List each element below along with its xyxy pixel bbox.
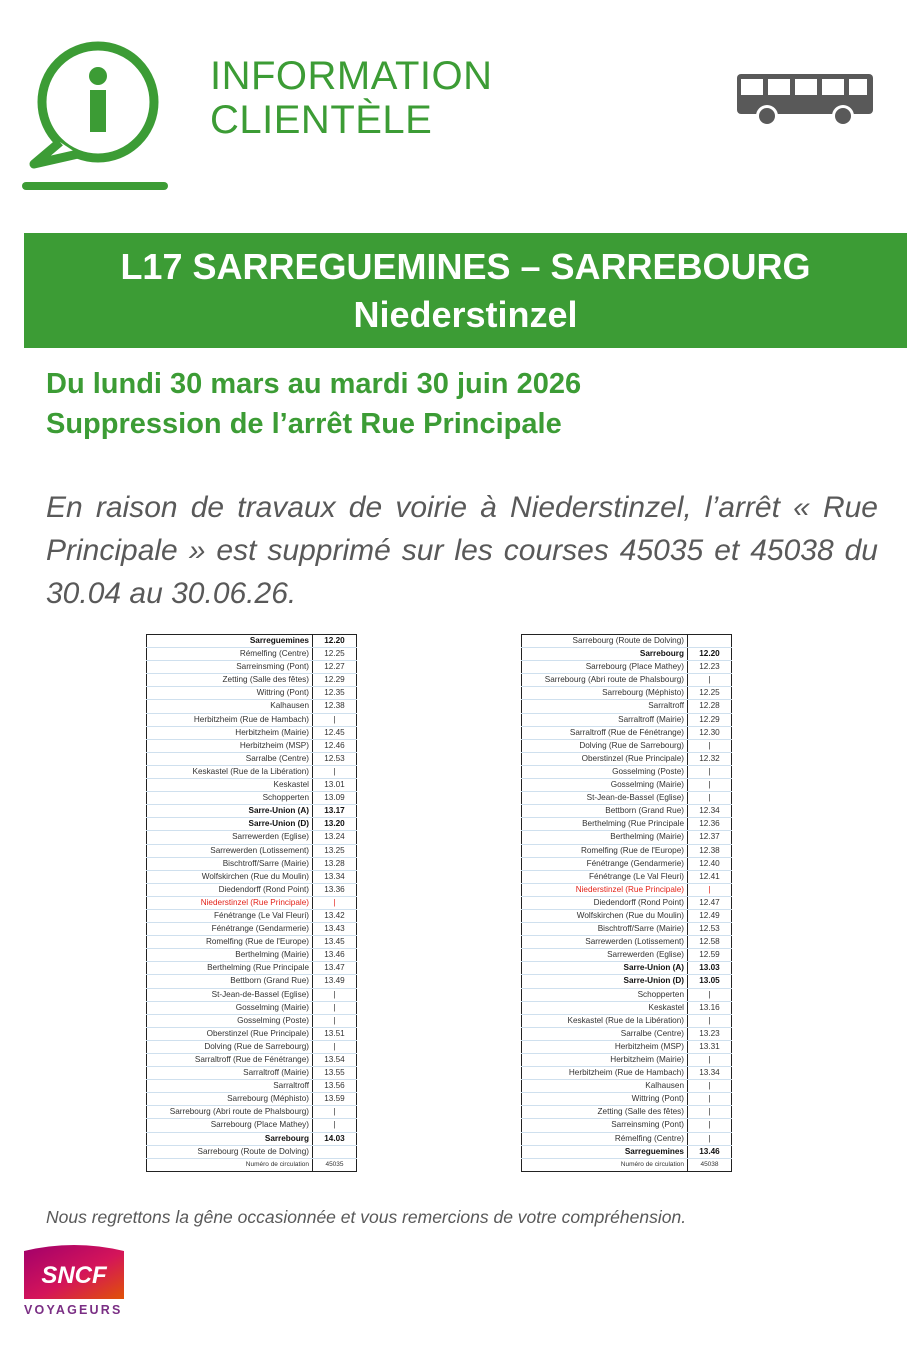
timetable-row	[522, 687, 732, 700]
stop-name: Romelfing (Rue de l'Europe)	[147, 936, 313, 949]
stop-name: Romelfing (Rue de l'Europe)	[522, 844, 688, 857]
stop-name: St-Jean-de-Bassel (Eglise)	[147, 988, 313, 1001]
timetable-body	[147, 635, 357, 1172]
stop-time: |	[313, 1040, 357, 1053]
stop-time: 12.25	[313, 648, 357, 661]
stop-name: Wolfskirchen (Rue du Moulin)	[147, 870, 313, 883]
stop-name: Herbitzheim (Mairie)	[522, 1054, 688, 1067]
stop-name: Berthelming (Rue Principale	[147, 962, 313, 975]
timetable-row	[147, 870, 357, 883]
stop-name: Schopperten	[147, 792, 313, 805]
timetable-row	[147, 635, 357, 648]
stop-time: 13.51	[313, 1027, 357, 1040]
circulation-label: Numéro de circulation	[522, 1158, 688, 1171]
timetable-row	[147, 936, 357, 949]
timetable-row	[522, 779, 732, 792]
stop-name: Sarrebourg	[147, 1132, 313, 1145]
stop-time: |	[313, 1001, 357, 1014]
stop-time: 12.38	[688, 844, 732, 857]
stop-name: Kalhausen	[522, 1080, 688, 1093]
stop-name: Bischtroff/Sarre (Mairie)	[522, 923, 688, 936]
stop-time: 13.03	[688, 962, 732, 975]
timetable-row	[522, 1054, 732, 1067]
stop-name: Sarrebourg (Méphisto)	[147, 1093, 313, 1106]
period-info	[46, 364, 581, 444]
stop-name: Sarreguemines	[147, 635, 313, 648]
stop-time: |	[313, 896, 357, 909]
stop-name: Sarreguemines	[522, 1145, 688, 1158]
stop-time: 13.46	[313, 949, 357, 962]
stop-time: 12.59	[688, 949, 732, 962]
timetable-row	[522, 752, 732, 765]
stop-name: Sarre-Union (D)	[522, 975, 688, 988]
stop-name: Diedendorff (Rond Point)	[522, 896, 688, 909]
timetable-row	[147, 1093, 357, 1106]
header-title	[210, 54, 493, 142]
stop-time: 13.20	[313, 818, 357, 831]
timetable-row	[147, 792, 357, 805]
stop-name: Diedendorff (Rond Point)	[147, 883, 313, 896]
stop-name: Gosselming (Mairie)	[522, 779, 688, 792]
stop-time: 12.29	[688, 713, 732, 726]
timetable-row	[147, 739, 357, 752]
circulation-number: 45035	[313, 1158, 357, 1171]
timetable-row	[147, 674, 357, 687]
svg-text:SNCF: SNCF	[41, 1262, 107, 1289]
timetable-body	[522, 635, 732, 1172]
stop-time: 12.29	[313, 674, 357, 687]
stop-time: 12.20	[313, 635, 357, 648]
stop-time: 13.55	[313, 1067, 357, 1080]
timetable-row	[147, 949, 357, 962]
stop-name: Sarrewerden (Eglise)	[147, 831, 313, 844]
stop-name: Kalhausen	[147, 700, 313, 713]
stop-name: Herbitzheim (Mairie)	[147, 726, 313, 739]
stop-name: Sarre-Union (A)	[147, 805, 313, 818]
stop-name: Wolfskirchen (Rue du Moulin)	[522, 909, 688, 922]
stop-name: Zetting (Salle des fêtes)	[522, 1106, 688, 1119]
timetable-row	[522, 896, 732, 909]
stop-name: Berthelming (Mairie)	[522, 831, 688, 844]
timetable-row	[147, 857, 357, 870]
header-title-line1: INFORMATION	[210, 54, 493, 98]
timetable-row	[522, 883, 732, 896]
stop-name: Rémelfing (Centre)	[522, 1132, 688, 1145]
stop-time: 12.34	[688, 805, 732, 818]
timetable-row	[522, 635, 732, 648]
stop-name: Sarreinsming (Pont)	[147, 661, 313, 674]
stop-time	[313, 1145, 357, 1158]
timetable-row	[522, 805, 732, 818]
stop-time: 12.45	[313, 726, 357, 739]
timetable-row	[522, 1132, 732, 1145]
stop-time: |	[688, 1106, 732, 1119]
timetable-row	[522, 1027, 732, 1040]
stop-name: Gosselming (Poste)	[147, 1014, 313, 1027]
timetable-row	[522, 975, 732, 988]
timetable-row	[522, 818, 732, 831]
stop-name: Herbitzheim (Rue de Hambach)	[147, 713, 313, 726]
stop-name: Herbitzheim (MSP)	[522, 1040, 688, 1053]
stop-name: Dolving (Rue de Sarrebourg)	[147, 1040, 313, 1053]
timetable-row	[522, 1093, 732, 1106]
timetable-row	[522, 661, 732, 674]
stop-time: 12.23	[688, 661, 732, 674]
stop-name: Sarraltroff (Mairie)	[147, 1067, 313, 1080]
stop-time: 12.30	[688, 726, 732, 739]
info-speech-bubble-icon	[20, 30, 175, 195]
timetable-row	[147, 896, 357, 909]
timetable-row	[147, 1027, 357, 1040]
timetable-row	[522, 1067, 732, 1080]
timetable-row	[522, 988, 732, 1001]
stop-time: 12.37	[688, 831, 732, 844]
timetable-row	[147, 923, 357, 936]
stop-time: 12.32	[688, 752, 732, 765]
timetable-row	[147, 752, 357, 765]
timetable-row	[522, 949, 732, 962]
timetable-row	[522, 831, 732, 844]
timetable-row	[147, 1014, 357, 1027]
circulation-number: 45038	[688, 1158, 732, 1171]
banner-location: Niederstinzel	[353, 294, 578, 335]
timetable-row	[147, 779, 357, 792]
notice-text: En raison de travaux de voirie à Niederstinzel, l’arrêt « Rue Principale » est supprimé sur les courses 45035 et 45038 du 30.04 au 30.06.26.	[46, 491, 878, 610]
timetable-row	[147, 1067, 357, 1080]
stop-time: |	[688, 739, 732, 752]
timetable-row	[522, 726, 732, 739]
timetable-row	[522, 909, 732, 922]
timetable-row	[522, 739, 732, 752]
stop-name: Niederstinzel (Rue Principale)	[147, 896, 313, 909]
timetable-row	[522, 936, 732, 949]
stop-time: |	[688, 765, 732, 778]
stop-time: 12.25	[688, 687, 732, 700]
timetable-row	[522, 700, 732, 713]
stop-time: 13.25	[313, 844, 357, 857]
stop-time: 14.03	[313, 1132, 357, 1145]
stop-time: 13.34	[313, 870, 357, 883]
stop-name: Fénétrange (Gendarmerie)	[522, 857, 688, 870]
stop-time: 12.27	[313, 661, 357, 674]
bus-icon	[735, 70, 877, 130]
header-title-line2: CLIENTÈLE	[210, 98, 433, 142]
stop-name: Sarreinsming (Pont)	[522, 1119, 688, 1132]
stop-name: Wittring (Pont)	[147, 687, 313, 700]
stop-name: Sarrebourg (Route de Dolving)	[147, 1145, 313, 1158]
timetable-row	[147, 1119, 357, 1132]
stop-name: Sarrebourg (Abri route de Phalsbourg)	[147, 1106, 313, 1119]
timetable-row	[147, 818, 357, 831]
stop-time: 13.36	[313, 883, 357, 896]
timetable-footer	[522, 1158, 732, 1171]
stop-name: Sarrebourg (Méphisto)	[522, 687, 688, 700]
stop-time: |	[688, 1132, 732, 1145]
stop-time: 13.01	[313, 779, 357, 792]
stop-time: |	[313, 765, 357, 778]
stop-name: Rémelfing (Centre)	[147, 648, 313, 661]
timetable-row	[522, 1106, 732, 1119]
timetable-row	[522, 870, 732, 883]
stop-time: 13.24	[313, 831, 357, 844]
timetable-row	[522, 923, 732, 936]
stop-name: Sarralbe (Centre)	[147, 752, 313, 765]
stop-name: Sarraltroff (Mairie)	[522, 713, 688, 726]
timetable-row	[522, 1119, 732, 1132]
stop-time: 12.53	[688, 923, 732, 936]
stop-name: Berthelming (Mairie)	[147, 949, 313, 962]
regret-text: Nous regrettons la gêne occasionnée et vous remercions de votre compréhension.	[46, 1207, 687, 1227]
banner-line-title: L17 SARREGUEMINES – SARREBOURG	[120, 246, 811, 287]
stop-name: Sarrewerden (Lotissement)	[147, 844, 313, 857]
timetable-row	[147, 988, 357, 1001]
stop-time: 13.56	[313, 1080, 357, 1093]
stop-name: Sarre-Union (A)	[522, 962, 688, 975]
stop-name: Sarrewerden (Lotissement)	[522, 936, 688, 949]
stop-name: Sarrebourg	[522, 648, 688, 661]
stop-time: 13.05	[688, 975, 732, 988]
stop-name: Bettborn (Grand Rue)	[522, 805, 688, 818]
line-banner	[24, 233, 907, 348]
stop-time: 12.38	[313, 700, 357, 713]
stop-name: Fénétrange (Gendarmerie)	[147, 923, 313, 936]
stop-name: Sarrebourg (Abri route de Phalsbourg)	[522, 674, 688, 687]
stop-time	[688, 635, 732, 648]
timetable-row	[522, 962, 732, 975]
stop-name: Keskastel	[522, 1001, 688, 1014]
stop-name: Sarraltroff	[147, 1080, 313, 1093]
stop-time: 12.35	[313, 687, 357, 700]
timetable-row	[522, 1145, 732, 1158]
timetable-row	[147, 1132, 357, 1145]
circulation-label: Numéro de circulation	[147, 1158, 313, 1171]
stop-name: Zetting (Salle des fêtes)	[147, 674, 313, 687]
timetable-row	[147, 1080, 357, 1093]
timetable-row	[147, 909, 357, 922]
stop-name: Gosselming (Poste)	[522, 765, 688, 778]
stop-time: 13.45	[313, 936, 357, 949]
stop-name: Sarrebourg (Route de Dolving)	[522, 635, 688, 648]
period-subject: Suppression de l’arrêt Rue Principale	[46, 408, 562, 440]
stop-time: 12.49	[688, 909, 732, 922]
timetable-row	[147, 661, 357, 674]
stop-name: St-Jean-de-Bassel (Eglise)	[522, 792, 688, 805]
stop-time: 12.28	[688, 700, 732, 713]
timetable-row	[147, 1001, 357, 1014]
timetable-row	[147, 1106, 357, 1119]
stop-time: 12.46	[313, 739, 357, 752]
stop-time: |	[688, 674, 732, 687]
stop-name: Wittring (Pont)	[522, 1093, 688, 1106]
stop-time: 13.59	[313, 1093, 357, 1106]
stop-time: |	[688, 1119, 732, 1132]
stop-time: |	[688, 988, 732, 1001]
stop-time: 13.54	[313, 1054, 357, 1067]
timetable-row	[147, 1054, 357, 1067]
stop-name: Herbitzheim (MSP)	[147, 739, 313, 752]
stop-time: 12.53	[313, 752, 357, 765]
stop-time: |	[313, 1119, 357, 1132]
timetable-row	[147, 713, 357, 726]
stop-name: Schopperten	[522, 988, 688, 1001]
timetable-row	[147, 844, 357, 857]
timetable-row	[522, 792, 732, 805]
stop-name: Dolving (Rue de Sarrebourg)	[522, 739, 688, 752]
timetable-row	[522, 1040, 732, 1053]
timetable-row	[147, 831, 357, 844]
stop-time: |	[313, 1106, 357, 1119]
timetable-row	[522, 648, 732, 661]
stop-time: 13.46	[688, 1145, 732, 1158]
stop-time: 13.09	[313, 792, 357, 805]
stop-name: Sarrewerden (Eglise)	[522, 949, 688, 962]
timetable-row	[147, 962, 357, 975]
timetable-row	[522, 1080, 732, 1093]
stop-time: |	[313, 988, 357, 1001]
stop-name: Keskastel (Rue de la Libération)	[147, 765, 313, 778]
stop-time: 13.17	[313, 805, 357, 818]
stop-time: 12.58	[688, 936, 732, 949]
stop-time: 13.47	[313, 962, 357, 975]
timetable-row	[147, 883, 357, 896]
stop-time: 13.16	[688, 1001, 732, 1014]
stop-name: Bettborn (Grand Rue)	[147, 975, 313, 988]
stop-name: Sarrebourg (Place Mathey)	[522, 661, 688, 674]
stop-time: 12.36	[688, 818, 732, 831]
timetable-row	[147, 687, 357, 700]
stop-time: |	[313, 713, 357, 726]
stop-time: |	[688, 779, 732, 792]
timetable-row	[147, 1145, 357, 1158]
stop-time: 13.49	[313, 975, 357, 988]
stop-time: |	[688, 883, 732, 896]
stop-time: 13.31	[688, 1040, 732, 1053]
stop-name: Niederstinzel (Rue Principale)	[522, 883, 688, 896]
stop-time: 12.41	[688, 870, 732, 883]
stop-name: Sarre-Union (D)	[147, 818, 313, 831]
timetable-row	[522, 857, 732, 870]
timetable-row	[147, 648, 357, 661]
timetable-footer	[147, 1158, 357, 1171]
stop-time: 13.28	[313, 857, 357, 870]
sncf-logo	[24, 1243, 124, 1299]
timetable-row	[147, 726, 357, 739]
stop-name: Sarraltroff	[522, 700, 688, 713]
stop-name: Fénétrange (Le Val Fleuri)	[147, 909, 313, 922]
stop-name: Keskastel (Rue de la Libération)	[522, 1014, 688, 1027]
timetable-row	[522, 1014, 732, 1027]
stop-name: Bischtroff/Sarre (Mairie)	[147, 857, 313, 870]
timetable-45035	[146, 634, 357, 1172]
stop-time: 13.23	[688, 1027, 732, 1040]
stop-time: |	[688, 1014, 732, 1027]
stop-time: 12.47	[688, 896, 732, 909]
stop-time: |	[688, 792, 732, 805]
timetable-row	[522, 765, 732, 778]
timetable-row	[147, 765, 357, 778]
timetable-row	[522, 674, 732, 687]
timetable-row	[147, 700, 357, 713]
stop-time: |	[688, 1054, 732, 1067]
stop-time: 13.34	[688, 1067, 732, 1080]
timetable-row	[522, 1001, 732, 1014]
timetable-row	[147, 1040, 357, 1053]
stop-name: Keskastel	[147, 779, 313, 792]
stop-time: |	[313, 1014, 357, 1027]
stop-name: Sarraltroff (Rue de Fénétrange)	[522, 726, 688, 739]
stop-time: 12.20	[688, 648, 732, 661]
stop-name: Sarralbe (Centre)	[522, 1027, 688, 1040]
stop-name: Sarrebourg (Place Mathey)	[147, 1119, 313, 1132]
stop-name: Herbitzheim (Rue de Hambach)	[522, 1067, 688, 1080]
timetable-row	[522, 844, 732, 857]
stop-name: Sarraltroff (Rue de Fénétrange)	[147, 1054, 313, 1067]
stop-name: Berthelming (Rue Principale	[522, 818, 688, 831]
stop-name: Oberstinzel (Rue Principale)	[147, 1027, 313, 1040]
timetable-45038	[521, 634, 732, 1172]
period-dates: Du lundi 30 mars au mardi 30 juin 2026	[46, 368, 582, 400]
stop-time: 12.40	[688, 857, 732, 870]
stop-name: Oberstinzel (Rue Principale)	[522, 752, 688, 765]
timetable-row	[522, 713, 732, 726]
stop-time: |	[688, 1080, 732, 1093]
stop-time: 13.42	[313, 909, 357, 922]
stop-name: Gosselming (Mairie)	[147, 1001, 313, 1014]
stop-time: |	[688, 1093, 732, 1106]
stop-name: Fénétrange (Le Val Fleuri)	[522, 870, 688, 883]
sncf-voyageurs-label: VOYAGEURS	[24, 1303, 123, 1317]
timetable-row	[147, 975, 357, 988]
stop-time: 13.43	[313, 923, 357, 936]
timetable-row	[147, 805, 357, 818]
